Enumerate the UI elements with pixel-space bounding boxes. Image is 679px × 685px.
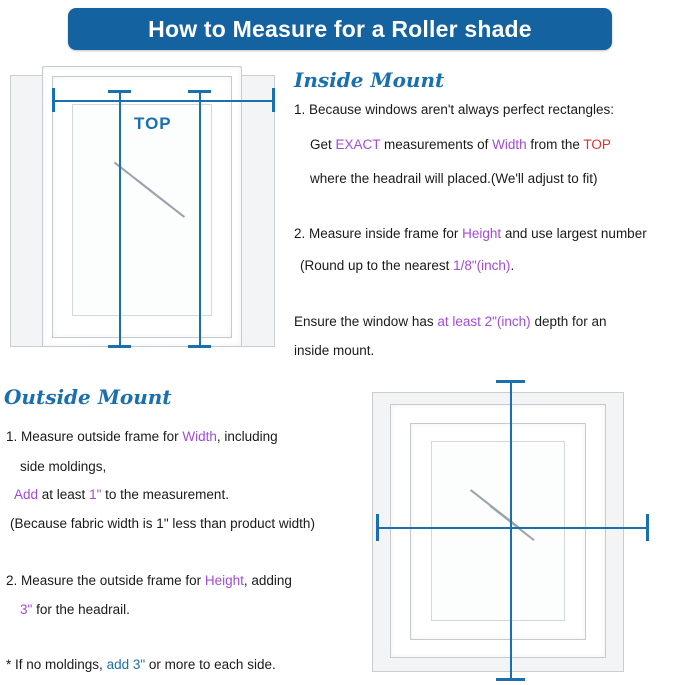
inside-mount-step2-line2 bbox=[300, 257, 514, 274]
text-fragment: to the measurement. bbox=[101, 487, 229, 502]
inside-mount-height-left-top-cap bbox=[108, 90, 131, 93]
inside-mount-height-measure-line-right bbox=[199, 90, 201, 346]
inside-mount-step1-line3 bbox=[310, 170, 597, 187]
text-fragment: 2. Measure inside frame for bbox=[294, 226, 463, 241]
text-fragment: at least bbox=[38, 487, 90, 502]
inside-mount-window-glass bbox=[72, 104, 212, 316]
height-highlight: Height bbox=[462, 226, 502, 241]
text-fragment: inside mount. bbox=[294, 343, 375, 358]
outside-mount-height-top-cap bbox=[496, 380, 525, 383]
height-highlight: Height bbox=[204, 573, 244, 588]
top-highlight: TOP bbox=[583, 137, 611, 152]
outside-mount-step1-line3 bbox=[14, 486, 229, 503]
page-title-banner bbox=[68, 8, 612, 50]
inch-highlight: 1" bbox=[89, 487, 102, 502]
text-fragment: depth for an bbox=[530, 314, 607, 329]
three-inch-highlight: 3" bbox=[20, 602, 33, 617]
outside-mount-step2-line2 bbox=[20, 601, 130, 618]
outside-mount-width-left-cap bbox=[376, 514, 379, 541]
inside-mount-height-right-top-cap bbox=[188, 90, 211, 93]
outside-mount-footnote bbox=[6, 657, 276, 672]
inside-mount-heading: Inside Mount bbox=[294, 68, 445, 92]
inside-mount-height-left-bottom-cap bbox=[108, 345, 131, 348]
inside-mount-height-measure-line-left bbox=[119, 90, 121, 346]
inside-mount-width-measure-line bbox=[52, 100, 274, 102]
inside-mount-step1-text: 1. Because windows aren't always perfect rectangles: bbox=[294, 102, 614, 117]
text-fragment: (Because fabric width is 1" less than product width) bbox=[10, 516, 315, 531]
exact-highlight: EXACT bbox=[335, 137, 381, 152]
glass-reflection-streak bbox=[135, 178, 185, 218]
outside-mount-window-glass bbox=[431, 441, 565, 621]
outside-mount-step2-line1 bbox=[6, 572, 292, 589]
text-fragment: where the headrail will placed.(We'll adjust to fit) bbox=[310, 171, 598, 186]
text-fragment: 1. Measure outside frame for bbox=[6, 429, 183, 444]
text-fragment: Get bbox=[310, 137, 336, 152]
text-fragment: 2. Measure the outside frame for bbox=[6, 573, 205, 588]
text-fragment: Ensure the window has bbox=[294, 314, 438, 329]
add-three-highlight: add 3" bbox=[106, 657, 146, 672]
text-fragment: . bbox=[510, 258, 515, 273]
text-fragment: measurements of bbox=[380, 137, 493, 152]
outside-mount-heading: Outside Mount bbox=[4, 385, 172, 409]
outside-mount-step1-line1 bbox=[6, 428, 278, 445]
inside-mount-width-right-cap bbox=[272, 88, 275, 112]
text-fragment: , including bbox=[216, 429, 278, 444]
text-fragment: * If no moldings, bbox=[6, 657, 107, 672]
depth-highlight: at least 2"(inch) bbox=[437, 314, 531, 329]
inside-mount-width-left-cap bbox=[52, 88, 55, 112]
inside-mount-depth-note-line2 bbox=[294, 342, 374, 359]
top-label: TOP bbox=[134, 114, 172, 133]
text-fragment: and use largest number bbox=[501, 226, 647, 241]
inside-mount-step1-line2 bbox=[310, 136, 611, 153]
outside-mount-width-measure-line bbox=[376, 527, 648, 529]
inside-mount-depth-note-line1 bbox=[294, 313, 607, 330]
text-fragment: or more to each side. bbox=[145, 657, 276, 672]
outside-mount-height-measure-line bbox=[510, 380, 512, 680]
outside-mount-height-bottom-cap bbox=[496, 678, 525, 681]
outside-mount-step1-line4 bbox=[10, 515, 315, 532]
fraction-highlight: 1/8"(inch) bbox=[453, 258, 511, 273]
text-fragment: (Round up to the nearest bbox=[300, 258, 454, 273]
width-highlight: Width bbox=[492, 137, 527, 152]
width-highlight: Width bbox=[182, 429, 217, 444]
text-fragment: , adding bbox=[243, 573, 292, 588]
text-fragment: side moldings, bbox=[20, 459, 107, 474]
inside-mount-height-right-bottom-cap bbox=[188, 345, 211, 348]
inside-mount-step2-line1 bbox=[294, 225, 647, 242]
text-fragment: for the headrail. bbox=[32, 602, 130, 617]
text-fragment: from the bbox=[526, 137, 584, 152]
inside-mount-step1-line1 bbox=[294, 101, 614, 118]
glass-reflection-streak bbox=[489, 505, 534, 541]
add-highlight: Add bbox=[14, 487, 39, 502]
page-title: How to Measure for a Roller shade bbox=[148, 15, 532, 42]
outside-mount-width-right-cap bbox=[646, 514, 649, 541]
outside-mount-step1-line2 bbox=[20, 458, 106, 475]
